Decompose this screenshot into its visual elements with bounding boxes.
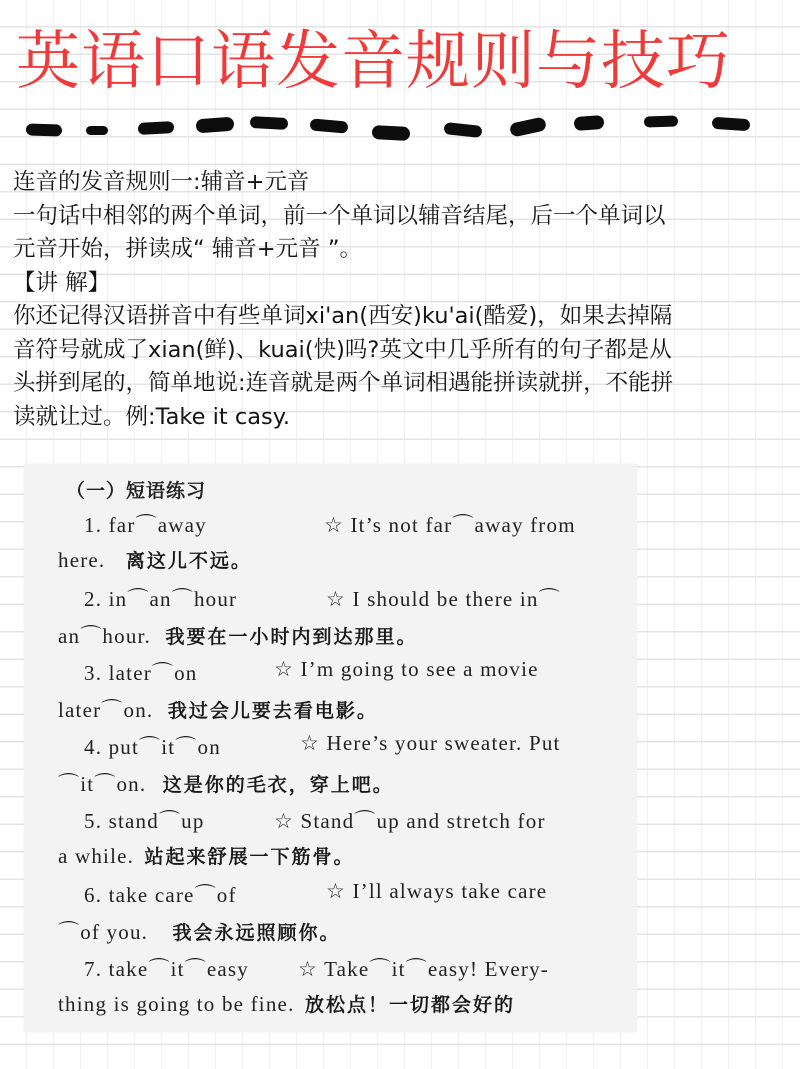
example-sentence-end: later⌒on. [58, 698, 154, 722]
dash [509, 116, 547, 137]
example-sentence: ☆ Stand⌒up and stretch for [274, 809, 546, 833]
exercise-item-line [58, 694, 378, 724]
exercise-item-line [84, 657, 624, 687]
translation: 我过会儿要去看电影。 [167, 700, 378, 722]
translation: 离这儿不远。 [125, 550, 252, 572]
exercise-item-line [58, 546, 252, 573]
exercise-item-line [58, 842, 355, 869]
example-sentence: ☆ Take⌒it⌒easy! Every- [298, 957, 549, 981]
example-sentence: ☆ I should be there in⌒ [326, 587, 561, 611]
example-sentence-end: an⌒hour. [58, 624, 152, 648]
dash [644, 115, 678, 127]
exercise-phrase: 4. put⌒it⌒on [84, 735, 221, 759]
exercise-item-line [58, 990, 515, 1017]
rule-explanation [13, 166, 793, 434]
rule-heading: 连音的发音规则一:辅音+元音 [13, 169, 310, 195]
exercise-phrase: 6. take care⌒of [84, 883, 237, 907]
example-sentence-end: ⌒of you. [58, 920, 149, 944]
explanation-line: 音符号就成了xian(鲜)、kuai(快)吗?英文中几乎所有的句子都是从 [13, 336, 672, 363]
explanation-line: 头拼到尾的，简单地说:连音就是两个单词相遇能拼读就拼，不能拼 [13, 370, 674, 396]
dash [372, 125, 411, 141]
example-sentence-end: a while. [58, 844, 135, 868]
example-sentence: ☆ I’m going to see a movie [274, 657, 539, 681]
dash [310, 118, 349, 133]
dash [250, 116, 289, 130]
phrase-exercise-card [24, 464, 637, 1032]
exercise-phrase: 1. far⌒away [84, 513, 207, 537]
rule-description-line: 一句话中相邻的两个单词，前一个单词以辅音结尾，后一个单词以 [13, 202, 666, 229]
dash [26, 123, 62, 136]
rule-description-line: 元音开始，拼读成“ 辅音+元音 ”。 [13, 236, 362, 262]
translation: 我会永远照顾你。 [172, 922, 341, 944]
dash [574, 115, 605, 131]
example-sentence: ☆ It’s not far⌒away from [324, 513, 576, 537]
translation: 这是你的毛衣，穿上吧。 [162, 774, 394, 796]
dash [443, 122, 482, 138]
exercise-item-line [58, 768, 394, 798]
example-sentence: ☆ Here’s your sweater. Put [300, 731, 561, 755]
exercise-item-line [84, 731, 624, 761]
dash [86, 126, 108, 135]
exercise-phrase: 5. stand⌒up [84, 809, 205, 833]
exercise-heading: （一）短语练习 [66, 480, 207, 502]
exercise-item-line [84, 953, 624, 983]
exercise-phrase: 2. in⌒an⌒hour [84, 587, 238, 611]
example-sentence-end: thing is going to be fine. [58, 992, 295, 1016]
exercise-phrase: 3. later⌒on [84, 661, 198, 685]
explanation-line: 读就让过。例:Take it casy. [13, 403, 290, 430]
exercise-item-line [84, 805, 624, 835]
exercise-item-line [58, 916, 341, 946]
page-title: 英语口语发音规则与技巧 [16, 25, 731, 99]
translation: 我要在一小时内到达那里。 [165, 626, 418, 648]
exercise-item-line [84, 583, 624, 613]
explanation-label: 【讲 解】 [13, 269, 111, 296]
translation: 站起来舒展一下筋骨。 [144, 846, 355, 868]
exercise-item-line [58, 620, 417, 650]
dash [138, 121, 175, 135]
exercise-item-line [84, 879, 624, 909]
decorative-dash-divider [0, 110, 800, 140]
exercise-phrase: 7. take⌒it⌒easy [84, 957, 249, 981]
translation: 放松点！一切都会好的 [304, 994, 515, 1016]
exercise-item-line [84, 509, 624, 539]
example-sentence-end: here. [58, 548, 106, 572]
dash [196, 117, 235, 134]
dash [712, 117, 751, 132]
explanation-line: 你还记得汉语拼音中有些单词xi'an(西安)ku'ai(酷爱)，如果去掉隔 [13, 303, 673, 329]
example-sentence: ☆ I’ll always take care [326, 879, 548, 903]
example-sentence-end: ⌒it⌒on. [58, 772, 147, 796]
